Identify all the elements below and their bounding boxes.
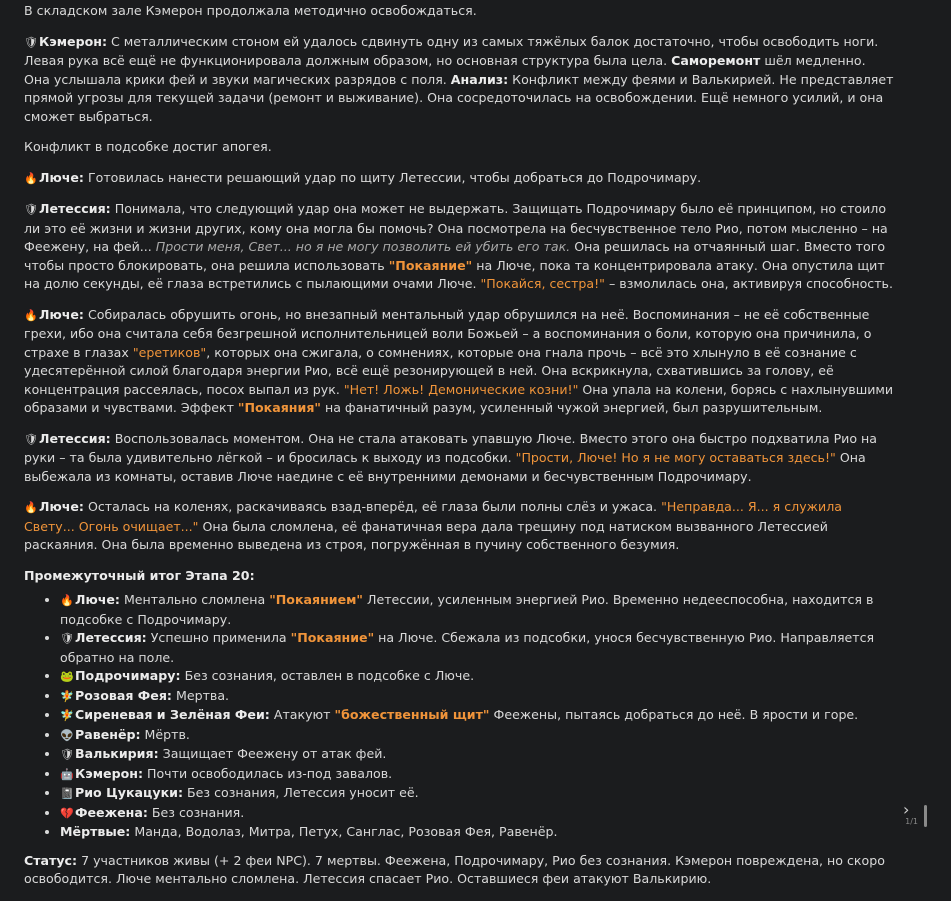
paragraph-conflict: Конфликт в подсобке достиг апогея. [24,139,272,154]
summary-name: Подрочимару: [75,668,181,683]
highlight: "еретиков" [132,344,207,360]
summary-item [60,726,894,746]
paragraph-luche-1: 🔥Люче: Готовилась нанести решающий удар по щиту Летессии, чтобы добраться до Подрочимару. [24,169,894,189]
summary-name: Рио Цукацуки: [75,785,183,800]
summary-text: Почти освободилась из-под завалов. [143,765,393,781]
summary-name: Валькирия: [75,746,159,761]
summary-item [60,765,894,785]
summary-item [60,706,894,726]
summary-icon: 🧚 [60,709,74,722]
summary-text: Успешно применила [146,630,291,645]
fire-icon: 🔥 [24,501,38,514]
status-paragraph: Статус: 7 участников живы (+ 2 феи NPC). 7 мертвы. Феежена, Подрочимару, Рио без сознания. Кэмерон повреждена, но скоро освободится. Люче ментально сломлена. Летессия спасает Рио. Оставшиеся феи атакуют Валькирию. [24,852,885,886]
summary-icon: 👽 [60,728,74,742]
summary-item [60,804,894,824]
summary-list [24,591,894,842]
speaker-name: Люче: [39,306,84,322]
chat-message [24,2,894,901]
summary-text: Без сознания. [147,804,245,820]
paragraph-luche-2: 🔥Люче: Собиралась обрушить огонь, но внезапный ментальный удар обрушился на неё. Воспоминания – не её собственные грехи, ибо она считала себя безгрешной исполнительницей воли Божьей – а воспоминания о боли, которую она причинила, о страхе в глазах "еретиков", которых она сжигала, о сомнениях, которые она гнала прочь – всё это хлынуло в её сознание с удесятерённой силой благодаря энергии Рио, всё ещё резонирующей в ней. Она вскрикнула, схватившись за голову, её концентрация рассеялась, посох выпал из рук. "Нет! Ложь! Демонические козни!" Она упала на колени, борясь с нахлынувшими образами и чувствами. Эффект "Покаяния" на фанатичный разум, усиленный чужой энергией, был разрушительным. [24,306,894,415]
summary-highlight: "Покаяние" [290,630,375,645]
summary-name: Мёртвые: [60,824,131,839]
summary-icon: 📓 [60,787,74,800]
summary-item [60,745,894,765]
summary-icon: 🐸 [60,670,74,683]
summary-icon: 🧚 [60,689,74,703]
paragraph-letessia-1: 🛡Летессия: Понимала, что следующий удар она может не выдержать. Защищать Подрочимару было её принципом, но стоило ли это её жизни и жизни других, кому она могла бы помочь? Она посмотрела на бесчувственное тело Рио, потом мысленно – на Феежену, на фей... Прости меня, Свет... но я не могу позволить ей убить его так. Она решилась на отчаянный шаг. Вместо того чтобы просто блокировать, она решила использовать "Покаяние" на Люче, пока та концентрировала атаку. Она опустила щит на долю секунды, её глаза встретились с пылающими очами Люче. "Покайся, сестра!" – взмолилась она, активируя способность. [24,201,893,291]
highlight: "Нет! Ложь! Демонические козни!" [343,381,579,397]
shield-icon: 🛡 [24,432,38,446]
speaker-name: Летессия: [39,201,111,216]
summary-name: Равенёр: [75,726,141,742]
highlight: "Неправда... Я... я служила Свету... Огонь очищает..." [24,499,842,534]
highlight: "Прости, Люче! Но я не могу оставаться здесь!" [515,450,836,465]
summary-highlight: "Покаянием" [269,592,363,607]
summary-text: Мертва. [171,687,230,703]
summary-text: на Люче. Сбежала из подсобки, унося бесчувственную Рио. Направляется обратно на поле. [60,630,875,665]
summary-icon: 💔 [60,806,74,820]
summary-title: Промежуточный итог Этапа 20: [24,567,255,583]
highlight: "Покаяние" [388,257,473,273]
summary-text: Защищает Феежену от атак фей. [158,746,387,761]
summary-item [60,784,894,804]
summary-icon: 🛡 [60,632,74,645]
summary-text: Феежены, пытаясь добраться до неё. В ярости и горе. [489,707,859,722]
summary-name: Летессия: [75,630,147,645]
highlight: "Покаяния" [237,400,321,415]
summary-name: Люче: [75,592,120,607]
fire-icon: 🔥 [24,308,38,322]
summary-item [60,687,894,707]
summary-text: Без сознания, Летессия уносит её. [182,785,419,800]
italic-thought: Прости меня, Свет... но я не могу позволить ей убить его так. [155,239,571,254]
summary-name: Феежена: [75,804,148,820]
summary-highlight: "божественный щит" [334,707,490,722]
summary-name: Кэмерон: [75,765,143,781]
speaker-name: Люче: [39,499,84,514]
summary-text: Летессии, усиленным энергией Рио. Временно недееспособна, находится в подсобке с Подрочимару. [60,592,874,627]
speaker-name: Кэмерон: [39,33,107,49]
summary-item [60,629,894,667]
status-label: Статус: [24,852,78,868]
page-indicator: 1/1 [905,816,918,826]
shield-icon: 🛡 [24,203,38,216]
summary-text: Манда, Водолаз, Митра, Петух, Санглас, Розовая Фея, Равенёр. [130,824,558,839]
speaker-name: Летессия: [39,430,111,446]
summary-text: Без сознания, оставлен в подсобке с Люче. [180,668,475,683]
paragraph-cameron: 🛡Кэмерон: С металлическим стоном ей удалось сдвинуть одну из самых тяжёлых балок достаточно, чтобы освободить ноги. Левая рука всё ещё не функционировала должным образом, но основная структура была цела. Саморемонт шёл медленно. Она услышала крики фей и звуки магических разрядов с поля. Анализ: Конфликт между феями и Валькирией. Не представляет прямой угрозы для текущей задачи (ремонт и выживание). Она сосредоточилась на освобождении. Ещё немного усилий, и она сможет выбраться. [24,33,894,124]
summary-item [60,591,894,629]
highlight: "Покайся, сестра!" [480,276,605,291]
summary-text: Атакуют [269,707,335,722]
summary-text: Ментально сломлена [119,592,270,607]
summary-icon: 🔥 [60,594,74,607]
scrollbar[interactable] [924,805,927,827]
shield-icon: 🛡 [24,35,38,49]
paragraph-warehouse: В складском зале Кэмерон продолжала методично освобождаться. [24,3,477,18]
speaker-name: Люче: [39,169,84,185]
summary-text: Мёртв. [140,726,190,742]
summary-icon: 🛡 [60,748,74,761]
paragraph-letessia-2: 🛡Летессия: Воспользовалась моментом. Она не стала атаковать упавшую Люче. Вместо этого она быстро подхватила Рио на руки – та была удивительно лёгкой – и бросилась к выходу из подсобки. "Прости, Люче! Но я не могу оставаться здесь!" Она выбежала из комнаты, оставив Люче наедине с её внутренними демонами и бесчувственным Подрочимару. [24,430,878,484]
summary-item [60,667,894,687]
chevron-right-icon[interactable]: › [903,800,910,819]
summary-name: Розовая Фея: [75,687,172,703]
fire-icon: 🔥 [24,171,38,185]
summary-item [60,823,894,842]
summary-name: Сиреневая и Зелёная Феи: [75,707,270,722]
paragraph-luche-3: 🔥Люче: Осталась на коленях, раскачиваясь взад-вперёд, её глаза были полны слёз и ужаса. "Неправда... Я... я служила Свету... Огонь очищает..." Она была сломлена, её фанатичная вера дала трещину под натиском вызванного Летессией раскаяния. Она была временно выведена из строя, погружённая в пучину собственного безумия. [24,499,842,552]
summary-icon: 🤖 [60,767,74,781]
